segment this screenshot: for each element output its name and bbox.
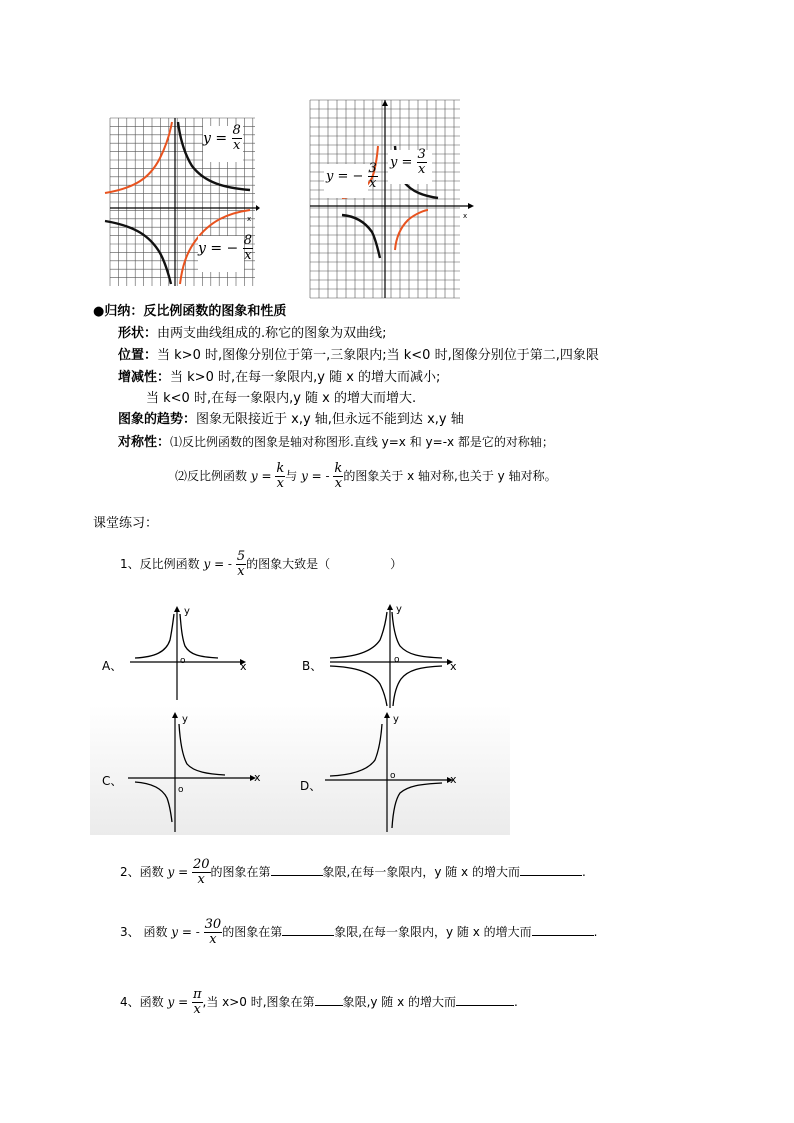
q3-mid: 的图象在第 [222, 925, 283, 939]
q1-pre: 1、反比例函数 [120, 557, 200, 571]
q2-y: y = [167, 865, 189, 879]
den-bottom: x [244, 248, 252, 263]
q4-end: . [514, 995, 518, 1009]
c-o: o [178, 785, 184, 795]
q4-num: π [192, 987, 202, 1002]
den-top: x [233, 138, 241, 153]
q1-post: 的图象大致是（ ） [246, 557, 403, 571]
svg-text:x: x [463, 212, 468, 220]
q3-pre: 3、 函数 [120, 925, 168, 939]
question-1 [120, 550, 402, 579]
monotonic-label: 增减性： [118, 370, 171, 385]
symmetry-text1: ⑴反比例函数的图象是轴对称图形.直线 y=x 和 y=-x 都是它的对称轴； [170, 435, 554, 449]
shape-label: 形状： [118, 326, 158, 341]
graph-y-3-over-x [310, 100, 475, 298]
svg-text:x: x [247, 215, 252, 223]
shape-text: 由两支曲线组成的.称它的图象为双曲线; [157, 326, 387, 341]
formula-x: x [276, 476, 284, 491]
d-x: x [450, 773, 457, 786]
q2-end: . [581, 865, 586, 879]
q4-blank-trend[interactable] [456, 993, 514, 1006]
position-label: 位置： [118, 348, 158, 363]
q1-y: y = - [203, 557, 232, 571]
summary-heading: ●归纳：反比例函数的图象和性质 [93, 304, 287, 319]
trend-line [118, 411, 464, 429]
num-bottom: 8 [243, 233, 253, 248]
num-left: 3 [368, 161, 377, 176]
b-x: x [450, 660, 457, 673]
d-o: o [390, 771, 396, 781]
num-right: 3 [417, 147, 426, 162]
option-c-label[interactable]: C、 [102, 774, 123, 788]
option-a-label[interactable]: A、 [102, 659, 123, 673]
q3-y: y = - [171, 925, 200, 939]
q3-den: x [209, 932, 217, 947]
q3-blank-quadrant[interactable] [282, 923, 334, 936]
position-line [118, 347, 599, 365]
a-x: x [240, 660, 247, 673]
monotonic-text1: 当 k>0 时,在每一象限内,y 随 x 的增大而减小; [170, 370, 441, 385]
monotonic-line [118, 369, 440, 387]
practice-heading: 课堂练习： [93, 516, 159, 531]
q2-pre: 2、函数 [120, 865, 164, 879]
symmetry-mid: 与 [285, 469, 298, 483]
b-o: o [394, 655, 400, 665]
q2-mid2: 象限,在每一象限内，y 随 x 的增大而 [322, 865, 520, 879]
graph-y-8-over-x [110, 118, 260, 286]
trend-label: 图象的趋势： [118, 412, 197, 427]
q4-pre: 4、函数 [120, 995, 164, 1009]
option-b-label[interactable]: B、 [302, 659, 323, 673]
question-2 [120, 858, 586, 887]
question-4 [120, 988, 518, 1017]
monotonic-text2: 当 k<0 时,在每一象限内,y 随 x 的增大而增大. [146, 391, 417, 406]
q3-mid2: 象限,在每一象限内，y 随 x 的增大而 [334, 925, 532, 939]
symmetry-label: 对称性： [118, 435, 171, 450]
q2-mid: 的图象在第 [210, 865, 271, 879]
q1-den: x [237, 564, 245, 579]
q4-mid2: 象限,y 随 x 的增大而 [342, 995, 457, 1009]
c-x: x [254, 771, 261, 784]
shape-line [118, 325, 387, 343]
formula-y-neg: y = - [301, 469, 330, 483]
q3-end: . [593, 925, 598, 939]
q1-options-figure [90, 600, 510, 835]
q4-y: y = [167, 995, 189, 1009]
c-y: y [182, 714, 188, 725]
den-right: x [417, 162, 426, 177]
formula-y: y = [250, 469, 272, 483]
q4-mid: ,当 x>0 时,图象在第 [202, 995, 315, 1009]
symmetry-line [118, 433, 554, 452]
d-y: y [393, 714, 399, 725]
den-left: x [369, 176, 377, 191]
position-text: 当 k>0 时,图像分别位于第一,三象限内;当 k<0 时,图像分别位于第二,四象限 [157, 348, 599, 363]
q2-blank-trend[interactable] [520, 863, 582, 876]
q3-num: 30 [204, 917, 222, 932]
symmetry-post: 的图象关于 x 轴对称,也关于 y 轴对称。 [343, 469, 557, 483]
formula-x-2: x [334, 476, 343, 491]
a-o: o [180, 656, 186, 666]
q2-den: x [197, 872, 205, 887]
formula-k: k [276, 461, 285, 476]
b-y: y [396, 604, 402, 615]
label-bottom: y = − [198, 240, 239, 257]
q4-blank-quadrant[interactable] [315, 993, 343, 1006]
num-top: 8 [232, 123, 241, 138]
formula-k-2: k [334, 461, 343, 476]
q3-blank-trend[interactable] [532, 923, 594, 936]
symmetry-line-2 [175, 462, 557, 491]
q2-num: 20 [192, 857, 210, 872]
option-d-label[interactable]: D、 [300, 779, 322, 793]
a-y: y [184, 606, 190, 617]
symmetry-pre: ⑵反比例函数 [175, 469, 248, 483]
label-left: y = − [326, 169, 364, 184]
q1-num: 5 [236, 549, 246, 564]
trend-text: 图象无限接近于 x,y 轴,但永远不能到达 x,y 轴 [196, 412, 464, 427]
q4-den: x [193, 1002, 201, 1017]
q2-blank-quadrant[interactable] [271, 863, 323, 876]
label-top: y = [203, 130, 228, 147]
question-3 [120, 918, 598, 947]
label-right: y = [390, 155, 413, 170]
